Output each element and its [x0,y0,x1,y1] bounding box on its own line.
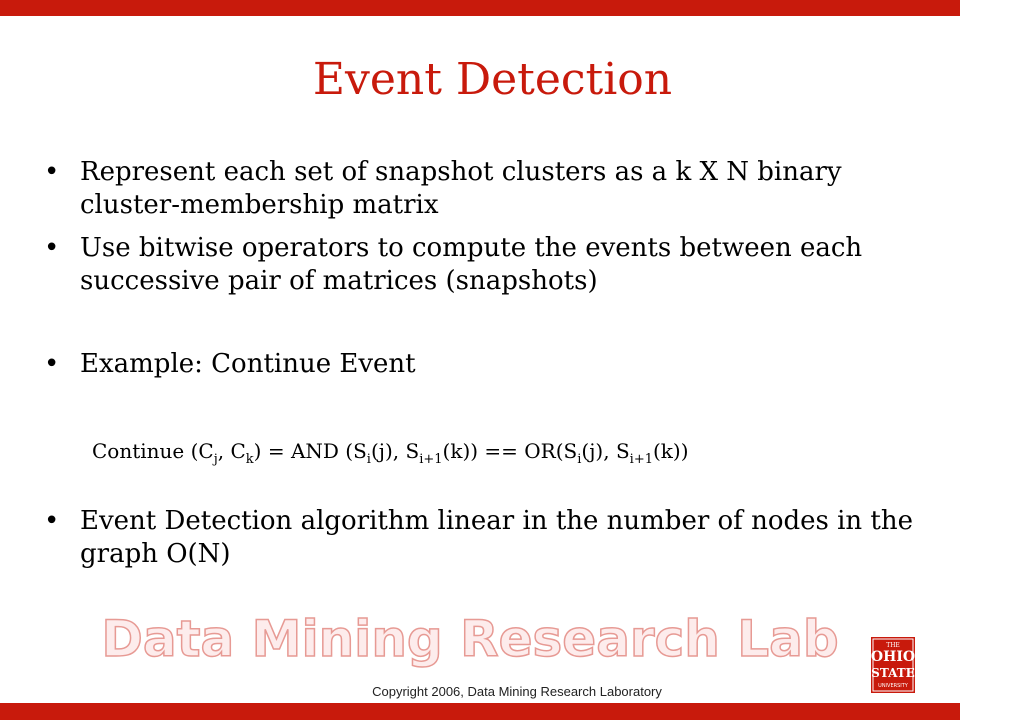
formula-text: , C [217,439,246,463]
bullet-list [44,156,924,571]
formula-text: (k)) [652,439,689,463]
bottom-accent-bar [0,703,960,720]
seal-line-1: THE [886,642,900,649]
slide-title: Event Detection [312,54,673,105]
formula-subscript: i+1 [629,452,653,467]
bullet-marker: • [44,506,60,536]
formula-subscript: i+1 [419,452,443,467]
formula-text: (k)) == OR(S [442,439,578,463]
formula-subscript: k [245,452,254,467]
bullet-text: Example: Continue Event [80,349,416,379]
bullet-text: Event Detection algorithm linear in the number of nodes in the graph O(N) [80,506,914,569]
bullet-text: Use bitwise operators to compute the events between each successive pair of matrices (snapshots) [80,233,863,296]
bullet-item [44,156,924,222]
bullet-item [44,232,924,298]
formula-subscript: j [213,452,218,467]
formula-subscript: i [577,452,582,467]
formula-text: ) = AND (S [253,439,367,463]
bullet-text: Represent each set of snapshot clusters as a k X N binary cluster-membership matrix [80,157,842,220]
continue-event-formula [92,436,689,466]
formula-subscript: i [366,452,371,467]
bullet-marker: • [44,233,60,263]
seal-line-2: OHIO [870,649,916,665]
bullet-item [44,348,924,381]
formula-text: Continue (C [92,439,214,463]
bullet-marker: • [44,157,60,187]
ohio-state-seal [871,637,915,693]
bullet-item [44,505,924,571]
watermark-text: Data Mining Research Lab [101,610,839,668]
formula-text: (j), S [581,439,630,463]
top-accent-bar [0,0,960,16]
seal-line-4: UNIVERSITY [878,683,908,689]
copyright-notice: Copyright 2006, Data Mining Research Laboratory [372,684,662,699]
lab-watermark [101,606,839,676]
formula-text: (j), S [370,439,420,463]
seal-line-3: STATE [871,666,915,680]
bullet-marker: • [44,349,60,379]
